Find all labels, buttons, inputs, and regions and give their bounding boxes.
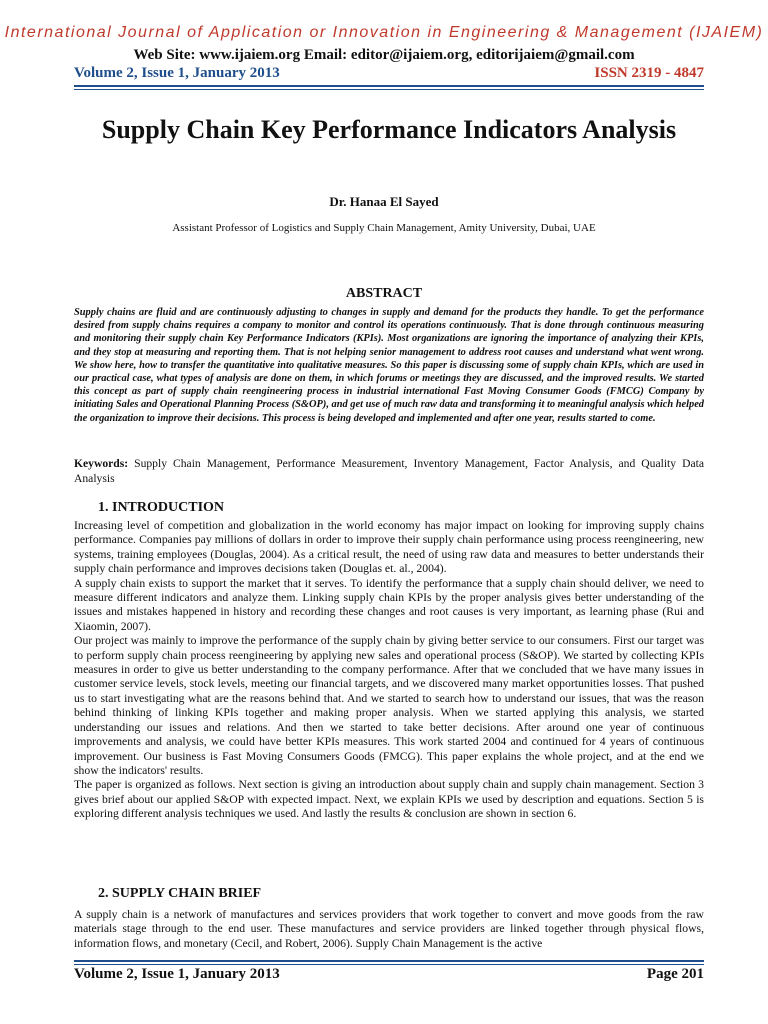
paragraph: Increasing level of competition and globalization in the world economy has major impact on looking for improving supply chains performance. Companies pay millions of dollars in order to improve their supply chain performance using process reengineering, new systems, training employees (Douglas, 2004). As a critical result, the need of using raw data and measures to better understands their supply chain performance and improves decisions taken (Douglas et. al., 2004). (74, 519, 704, 576)
footer-volume: Volume 2, Issue 1, January 2013 (74, 966, 280, 982)
article-title: Supply Chain Key Performance Indicators Analysis (101, 115, 677, 144)
header-volume: Volume 2, Issue 1, January 2013 (74, 65, 280, 81)
keywords-list: Supply Chain Management, Performance Measurement, Inventory Management, Factor Analysis, and Quality Data Analysis (74, 457, 704, 485)
keywords (74, 456, 704, 486)
section-heading-supply-chain-brief: 2. SUPPLY CHAIN BRIEF (98, 886, 262, 901)
header-divider-thin (74, 89, 704, 90)
article-author: Dr. Hanaa El Sayed (329, 194, 439, 209)
abstract-text: Supply chains are fluid and are continuously adjusting to changes in supply and demand for the products they handle. To get the performance desired from supply chains requires a company to monitor and control its operations continuously. That is done through continuous measuring and monitoring their supply chain Key Performance Indicators (KPIs). Most organizations are ignoring the importance of analyzing their KPIs, and they stop at measuring and reporting them. That is not helping senior management to address root causes and understand what went wrong. We show here, how to transfer the quantitative into qualitative measures. So this paper is discussing some of supply chain KPIs, which are used in our practical case, what types of analysis are done on them, in which forums or meetings they are discussed, and the improved results. We started this concept as part of supply chain reengineering process in industrial international Fast Moving Consumer Goods (FMCG) Company by initiating Sales and Operational Planning Process (S&OP), and get use of much raw data and transforming it to meaningful analysis which helped the organization to improve their decisions. This process is being developed and implemented and after one year, results started to come. (74, 307, 704, 424)
header-volume-row (74, 65, 704, 82)
introduction-body (74, 519, 704, 822)
paragraph: A supply chain is a network of manufactures and services providers that work together to convert and move goods from the raw materials stage through to the end user. These manufactures and service providers are linked together through physical flows, information flows, and monetary (Cecil, and Robert, 2006). Supply Chain Management is the active (74, 908, 704, 950)
paragraph: The paper is organized as follows. Next section is giving an introduction about supply chain and supply chain management. Section 3 gives brief about our applied S&OP with expected impact. Next, we explain KPIs we used by description and equations. Section 5 is exploring different analysis techniques we used. And lastly the results & conclusion are shown in section 6. (74, 778, 704, 821)
abstract-heading: ABSTRACT (345, 286, 423, 301)
header-divider (74, 85, 704, 87)
page-number: Page 201 (646, 966, 704, 982)
section-heading-introduction: 1. INTRODUCTION (98, 500, 225, 515)
journal-contact-line: Web Site: www.ijaiem.org Email: editor@ijaiem.org, editorijaiem@gmail.com (133, 47, 635, 63)
footer-divider-thin (74, 964, 704, 965)
paragraph: A supply chain exists to support the market that it serves. To identify the performance that a supply chain should deliver, we need to measure different indicators and analyze them. Linking supply chain KPIs by the proper analysis gives better understanding of the issues and mistakes happened in history and recording these changes and root causes is very important, as learning phase (Rui and Xiaomin, 2007). (74, 576, 704, 633)
author-affiliation: Assistant Professor of Logistics and Supply Chain Management, Amity University, Dubai, UAE (172, 222, 596, 234)
paragraph: Our project was mainly to improve the performance of the supply chain by giving better service to our consumers. First our target was to perform supply chain process reengineering by applying new sales and operational process (S&OP). We started by collecting KPIs measures in order to give us better understanding to the company performance. After that we concluded that we have many issues in customer service levels, stock levels, meeting our financial targets, and we discovered many market opportunities losses. That pushed us to start investigating what are the reasons behind that. And we started to search how to understand our issues, that was the reason behind thinking of linking KPIs together and making proper analysis. When we started applying this analysis, we started understanding our issues and relations. And then we started to take better decisions. After around one year of continuous improvements and analysis, we could have better KPIs measures. This work started 2004 and continued for 4 years of continuous improvement. Our business is Fast Moving Consumers Goods (FMCG). This paper explains the whole project, and at the end we show the indicators' results. (74, 634, 704, 777)
supply-chain-brief-body (74, 908, 704, 951)
header-issn: ISSN 2319 - 4847 (594, 65, 704, 81)
keywords-label: Keywords: (74, 457, 129, 470)
page-footer (74, 966, 704, 983)
footer-divider (74, 960, 704, 962)
journal-name: International Journal of Application or Innovation in Engineering & Management (IJAIEM) (4, 24, 764, 41)
